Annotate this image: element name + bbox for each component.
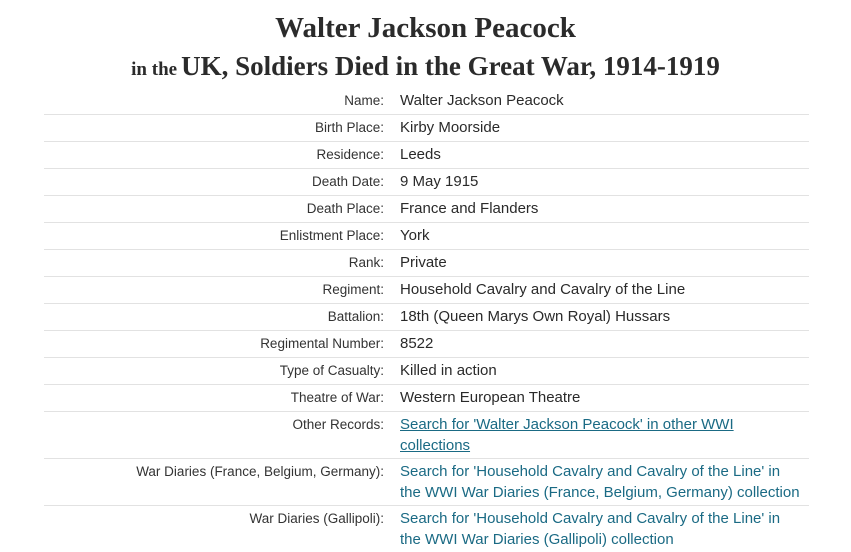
field-label-birth-place: Birth Place: — [44, 115, 400, 142]
field-label-theatre-of-war: Theatre of War: — [44, 385, 400, 412]
field-value-type-of-casualty: Killed in action — [400, 358, 809, 385]
table-row — [44, 88, 809, 115]
table-row — [44, 459, 809, 506]
collection-title — [0, 48, 851, 89]
table-row — [44, 385, 809, 412]
table-row — [44, 412, 809, 459]
field-value-battalion: 18th (Queen Marys Own Royal) Hussars — [400, 304, 809, 331]
table-row — [44, 331, 809, 358]
war-diaries-gallipoli-cell — [400, 506, 809, 552]
table-row — [44, 196, 809, 223]
war-diaries-fbg-link[interactable]: Search for 'Household Cavalry and Cavalry of the Line' in the WWI War Diaries (France, Belgium, Germany) collection — [400, 463, 800, 501]
field-value-name: Walter Jackson Peacock — [400, 88, 809, 115]
war-diaries-fbg-cell — [400, 459, 809, 506]
field-label-battalion: Battalion: — [44, 304, 400, 331]
table-row — [44, 358, 809, 385]
field-value-enlistment-place: York — [400, 223, 809, 250]
field-value-death-date: 9 May 1915 — [400, 169, 809, 196]
table-row — [44, 277, 809, 304]
table-row — [44, 115, 809, 142]
field-value-regiment: Household Cavalry and Cavalry of the Line — [400, 277, 809, 304]
table-row — [44, 223, 809, 250]
field-label-war-diaries-gallipoli: War Diaries (Gallipoli): — [44, 506, 400, 552]
table-row — [44, 304, 809, 331]
other-records-link[interactable]: Search for 'Walter Jackson Peacock' in other WWI collections — [400, 416, 734, 454]
other-records-cell — [400, 412, 809, 459]
field-value-birth-place: Kirby Moorside — [400, 115, 809, 142]
record-name-title: Walter Jackson Peacock — [0, 10, 851, 46]
field-value-theatre-of-war: Western European Theatre — [400, 385, 809, 412]
field-value-death-place: France and Flanders — [400, 196, 809, 223]
war-diaries-gallipoli-link[interactable]: Search for 'Household Cavalry and Cavalry of the Line' in the WWI War Diaries (Gallipoli) collection — [400, 510, 780, 548]
field-label-other-records: Other Records: — [44, 412, 400, 459]
title-prefix: in the — [131, 59, 177, 80]
field-label-rank: Rank: — [44, 250, 400, 277]
field-label-residence: Residence: — [44, 142, 400, 169]
field-value-rank: Private — [400, 250, 809, 277]
table-row — [44, 169, 809, 196]
record-table — [44, 88, 809, 552]
table-row — [44, 142, 809, 169]
page-title — [0, 0, 851, 89]
field-label-regiment: Regiment: — [44, 277, 400, 304]
collection-name: UK, Soldiers Died in the Great War, 1914-1919 — [181, 51, 720, 81]
field-label-war-diaries-fbg: War Diaries (France, Belgium, Germany): — [44, 459, 400, 506]
field-label-death-date: Death Date: — [44, 169, 400, 196]
table-row — [44, 506, 809, 552]
field-value-residence: Leeds — [400, 142, 809, 169]
table-row — [44, 250, 809, 277]
field-value-regimental-number: 8522 — [400, 331, 809, 358]
field-label-name: Name: — [44, 88, 400, 115]
field-label-regimental-number: Regimental Number: — [44, 331, 400, 358]
field-label-type-of-casualty: Type of Casualty: — [44, 358, 400, 385]
field-label-death-place: Death Place: — [44, 196, 400, 223]
field-label-enlistment-place: Enlistment Place: — [44, 223, 400, 250]
